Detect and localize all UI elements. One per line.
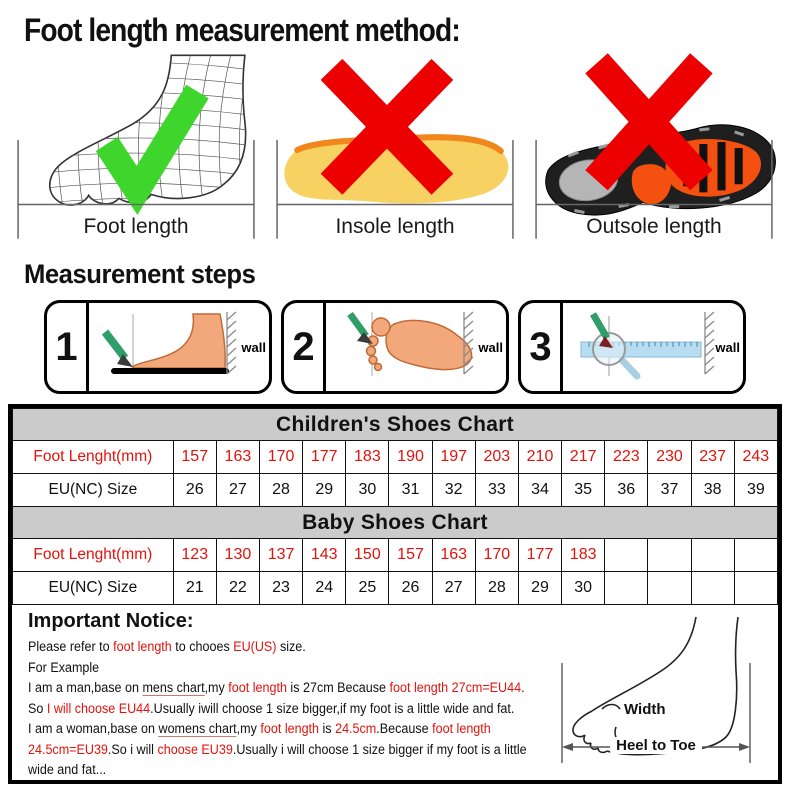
pencil-icon bbox=[105, 332, 133, 367]
size-cell: 30 bbox=[562, 572, 605, 605]
size-cell bbox=[648, 572, 691, 605]
size-cell: 28 bbox=[475, 572, 518, 605]
notice-segment: .Because bbox=[376, 721, 433, 736]
page-title: Foot length measurement method: bbox=[24, 12, 460, 48]
foot-top-view bbox=[367, 318, 472, 371]
size-cell: 36 bbox=[605, 474, 648, 507]
baby-chart-title: Baby Shoes Chart bbox=[13, 507, 778, 539]
measurement-steps-row bbox=[0, 300, 790, 394]
notice-heading: Important Notice: bbox=[28, 610, 194, 632]
step-1-illustration bbox=[89, 303, 269, 391]
row-label: EU(NC) Size bbox=[13, 572, 174, 605]
size-table bbox=[12, 408, 778, 605]
size-cell: 28 bbox=[259, 474, 302, 507]
notice-highlight: I will choose EU44 bbox=[46, 700, 151, 716]
size-cell: 163 bbox=[432, 539, 475, 572]
size-cell: 27 bbox=[216, 474, 259, 507]
size-cell: 21 bbox=[173, 572, 216, 605]
size-cell: 137 bbox=[259, 539, 302, 572]
notice-segment: So bbox=[28, 700, 47, 716]
foot-length-label: Foot length bbox=[83, 215, 189, 238]
size-cell: 38 bbox=[691, 474, 734, 507]
size-cell: 26 bbox=[389, 572, 432, 605]
size-cell: 170 bbox=[259, 441, 302, 474]
wall-icon bbox=[705, 312, 714, 374]
method-figures-row bbox=[0, 49, 790, 243]
notice-highlight: EU(US) bbox=[233, 639, 277, 654]
size-cell bbox=[734, 572, 777, 605]
size-cell: 230 bbox=[648, 441, 691, 474]
outsole-length-figure bbox=[528, 51, 780, 243]
important-notice-section bbox=[12, 605, 778, 780]
size-cell: 39 bbox=[734, 474, 777, 507]
step-3-box bbox=[518, 300, 746, 394]
notice-segment: mens chart bbox=[142, 680, 205, 695]
size-cell: 130 bbox=[216, 539, 259, 572]
baby-chart-title-row bbox=[13, 507, 778, 539]
size-cell: 35 bbox=[562, 474, 605, 507]
size-cell: 30 bbox=[346, 474, 389, 507]
notice-highlight: 24.5cm=EU39 bbox=[28, 741, 108, 757]
size-cell: 27 bbox=[432, 572, 475, 605]
size-cell: 177 bbox=[518, 539, 561, 572]
size-cell: 33 bbox=[475, 474, 518, 507]
step-2-illustration bbox=[326, 303, 506, 391]
size-cell bbox=[648, 539, 691, 572]
size-cell: 123 bbox=[173, 539, 216, 572]
notice-highlight: foot length bbox=[260, 721, 320, 736]
row-label: EU(NC) Size bbox=[13, 474, 174, 507]
size-cell: 163 bbox=[216, 441, 259, 474]
size-cell: 170 bbox=[475, 539, 518, 572]
notice-segment: size. bbox=[276, 639, 306, 654]
notice-highlight: foot length bbox=[228, 680, 287, 695]
size-cell: 150 bbox=[346, 539, 389, 572]
insole-length-label: Insole length bbox=[335, 215, 455, 238]
step-number: 1 bbox=[47, 303, 89, 391]
size-cell: 217 bbox=[562, 441, 605, 474]
notice-segment: For Example bbox=[28, 659, 100, 675]
notice-highlight: foot length bbox=[432, 721, 491, 736]
size-cell: 237 bbox=[691, 441, 734, 474]
step-1-box bbox=[44, 300, 272, 394]
pencil-icon bbox=[350, 314, 373, 344]
size-table-row bbox=[13, 572, 778, 605]
size-cell: 23 bbox=[259, 572, 302, 605]
size-cell: 203 bbox=[475, 441, 518, 474]
size-cell: 197 bbox=[432, 441, 475, 474]
size-table-row bbox=[13, 474, 778, 507]
size-cell: 143 bbox=[303, 539, 346, 572]
size-cell: 22 bbox=[216, 572, 259, 605]
size-cell: 243 bbox=[734, 441, 777, 474]
step-number: 3 bbox=[521, 303, 563, 391]
size-cell: 223 bbox=[605, 441, 648, 474]
size-cell: 32 bbox=[432, 474, 475, 507]
notice-segment: I am a woman,base on bbox=[28, 721, 159, 736]
children-chart-title: Children's Shoes Chart bbox=[13, 409, 778, 441]
size-cell bbox=[691, 572, 734, 605]
foot-length-figure bbox=[10, 51, 262, 243]
notice-segment: Please refer to bbox=[28, 639, 114, 654]
notice-highlight: 24.5cm bbox=[335, 721, 377, 736]
insole-length-figure bbox=[269, 51, 521, 243]
size-table-row bbox=[13, 539, 778, 572]
size-cell: 29 bbox=[518, 572, 561, 605]
foot-side-view bbox=[132, 314, 225, 368]
step-2-box bbox=[281, 300, 509, 394]
size-cell: 29 bbox=[303, 474, 346, 507]
size-cell: 177 bbox=[303, 441, 346, 474]
notice-segment: to chooes bbox=[171, 639, 234, 654]
width-label: Width bbox=[624, 701, 666, 718]
size-cell: 34 bbox=[518, 474, 561, 507]
notice-segment: ,my bbox=[236, 721, 261, 736]
size-cell: 31 bbox=[389, 474, 432, 507]
wall-icon bbox=[227, 312, 236, 374]
notice-segment: is bbox=[319, 721, 336, 736]
notice-segment: . bbox=[521, 680, 525, 695]
size-cell: 37 bbox=[648, 474, 691, 507]
size-cell: 25 bbox=[346, 572, 389, 605]
magnifier-icon bbox=[593, 333, 625, 365]
size-cell bbox=[734, 539, 777, 572]
size-cell: 157 bbox=[389, 539, 432, 572]
size-cell: 157 bbox=[173, 441, 216, 474]
heel-to-toe-label: Heel to Toe bbox=[610, 737, 702, 754]
step-number: 2 bbox=[284, 303, 326, 391]
size-cell: 183 bbox=[346, 441, 389, 474]
steps-heading: Measurement steps bbox=[24, 259, 256, 289]
size-cell: 190 bbox=[389, 441, 432, 474]
notice-segment: wide and fat... bbox=[28, 762, 107, 777]
size-cell bbox=[691, 539, 734, 572]
floor-bar bbox=[111, 368, 229, 374]
row-label: Foot Lenght(mm) bbox=[13, 539, 174, 572]
children-chart-title-row bbox=[13, 409, 778, 441]
notice-segment: is 27cm Because bbox=[286, 680, 390, 695]
size-cell: 24 bbox=[303, 572, 346, 605]
notice-segment: .Usually iwill choose 1 size bigger,if my foot is a little wide and fat. bbox=[150, 700, 515, 716]
foot-outline-drawing bbox=[573, 617, 738, 755]
magnifier-handle bbox=[622, 360, 637, 376]
notice-highlight: foot length 27cm=EU44 bbox=[389, 680, 522, 695]
row-label: Foot Lenght(mm) bbox=[13, 441, 174, 474]
notice-segment: .So i will bbox=[107, 741, 158, 757]
notice-highlight: foot length bbox=[113, 639, 172, 654]
size-table-row bbox=[13, 441, 778, 474]
notice-highlight: choose EU39 bbox=[157, 741, 233, 757]
wall-label: wall bbox=[715, 339, 740, 355]
foot-measure-diagram bbox=[546, 615, 766, 773]
size-cell bbox=[605, 539, 648, 572]
notice-segment: ,my bbox=[204, 680, 229, 695]
size-cell: 210 bbox=[518, 441, 561, 474]
wall-label: wall bbox=[241, 339, 266, 355]
notice-segment: I am a man,base on bbox=[28, 680, 143, 695]
size-cell bbox=[605, 572, 648, 605]
step-3-illustration bbox=[563, 303, 743, 391]
notice-segment: womens chart bbox=[158, 721, 237, 736]
size-chart-block bbox=[8, 404, 782, 784]
wall-label: wall bbox=[478, 339, 503, 355]
size-cell: 26 bbox=[173, 474, 216, 507]
outsole-length-label: Outsole length bbox=[586, 215, 722, 238]
size-cell: 183 bbox=[562, 539, 605, 572]
notice-segment: .Usually i will choose 1 size bigger if my foot is a little bbox=[232, 741, 527, 757]
